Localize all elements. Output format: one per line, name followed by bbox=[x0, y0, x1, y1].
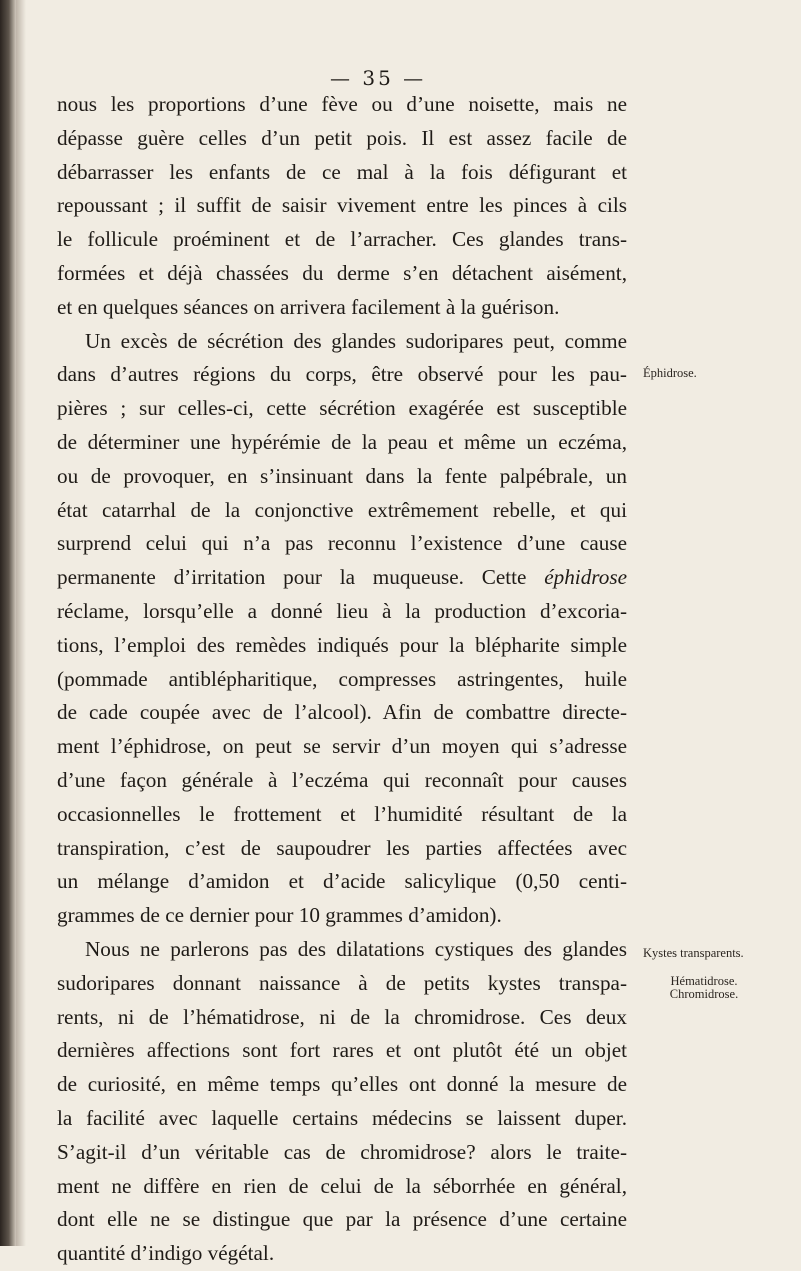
text-line: rents, ni de l’hématidrose, ni de la chromidrose. Ces deux bbox=[57, 1004, 627, 1029]
text-line: état catarrhal de la conjonctive extrêmement rebelle, et qui bbox=[57, 497, 627, 522]
text-line: grammes de ce dernier pour 10 grammes d’amidon). bbox=[57, 903, 502, 928]
text-line: ment l’éphidrose, on peut se servir d’un moyen qui s’adresse bbox=[57, 734, 627, 759]
text-line: sudoripares donnant naissance à de petits kystes transpa- bbox=[57, 970, 627, 995]
text-line: ou de provoquer, en s’insinuant dans la fente palpébrale, un bbox=[57, 463, 627, 488]
body-text bbox=[57, 88, 627, 1271]
binding-edge bbox=[0, 0, 16, 1246]
text-line: ment ne diffère en rien de celui de la séborrhée en général, bbox=[57, 1173, 627, 1198]
text-line: tions, l’emploi des remèdes indiqués pour la blépharite simple bbox=[57, 632, 627, 657]
text-line: de cade coupée avec de l’alcool). Afin de combattre directe- bbox=[57, 700, 627, 725]
page-number: — 35 — bbox=[330, 66, 427, 90]
text-line: d’une façon générale à l’eczéma qui reconnaît pour causes bbox=[57, 767, 627, 792]
text-line: quantité d’indigo végétal. bbox=[57, 1241, 275, 1266]
text-line: occasionnelles le frottement et l’humidité résultant de la bbox=[57, 801, 627, 826]
text-line-segment: permanente d’irritation pour la muqueuse. Cette bbox=[57, 565, 527, 590]
text-line: un mélange d’amidon et d’acide salicylique (0,50 centi- bbox=[57, 869, 627, 894]
text-line: (pommade antiblépharitique, compresses astringentes, huile bbox=[57, 666, 627, 691]
text-line: nous les proportions d’une fève ou d’une noisette, mais ne bbox=[57, 92, 627, 116]
text-line: dans d’autres régions du corps, être observé pour les pau- bbox=[57, 362, 627, 387]
margin-note-kystes: Kystes transparents. bbox=[643, 946, 744, 960]
text-line: repoussant ; il suffit de saisir vivement entre les pinces à cils bbox=[57, 193, 627, 218]
text-line: dernières affections sont fort rares et ont plutôt été un objet bbox=[57, 1038, 627, 1063]
text-line: Un excès de sécrétion des glandes sudoripares peut, comme bbox=[85, 328, 627, 353]
text-line: pières ; sur celles-ci, cette sécrétion exagérée est susceptible bbox=[57, 396, 627, 421]
text-line: S’agit-il d’un véritable cas de chromidrose? alors le traite- bbox=[57, 1139, 627, 1164]
text-line: et en quelques séances on arrivera facilement à la guérison. bbox=[57, 294, 560, 319]
text-line: formées et déjà chassées du derme s’en détachent aisément, bbox=[57, 260, 627, 285]
binding-shadow bbox=[16, 0, 26, 1246]
text-line: réclame, lorsqu’elle a donné lieu à la production d’excoria- bbox=[57, 598, 627, 623]
margin-note-hematidrose: Hématidrose. bbox=[670, 974, 738, 988]
margin-note-chromidrose: Chromidrose. bbox=[669, 987, 739, 1001]
text-line: surprend celui qui n’a pas reconnu l’existence d’une cause bbox=[57, 531, 627, 556]
text-line: Nous ne parlerons pas des dilatations cystiques des glandes bbox=[85, 936, 627, 961]
text-line-with-italic bbox=[57, 561, 627, 595]
text-line: le follicule proéminent et de l’arracher. Ces glandes trans- bbox=[57, 227, 627, 252]
text-line: de curiosité, en même temps qu’elles ont donné la mesure de bbox=[57, 1072, 627, 1097]
text-line: débarrasser les enfants de ce mal à la fois défigurant et bbox=[57, 159, 627, 184]
margin-note-ephidrose: Éphidrose. bbox=[643, 366, 697, 380]
text-line: de déterminer une hypérémie de la peau et même un eczéma, bbox=[57, 429, 627, 454]
text-line: dont elle ne se distingue que par la présence d’une certaine bbox=[57, 1207, 627, 1232]
text-line: la facilité avec laquelle certains médecins se laissent duper. bbox=[57, 1105, 627, 1130]
italic-term: éphidrose bbox=[544, 565, 627, 590]
text-line: dépasse guère celles d’un petit pois. Il est assez facile de bbox=[57, 125, 627, 150]
text-line: transpiration, c’est de saupoudrer les parties affectées avec bbox=[57, 835, 627, 860]
